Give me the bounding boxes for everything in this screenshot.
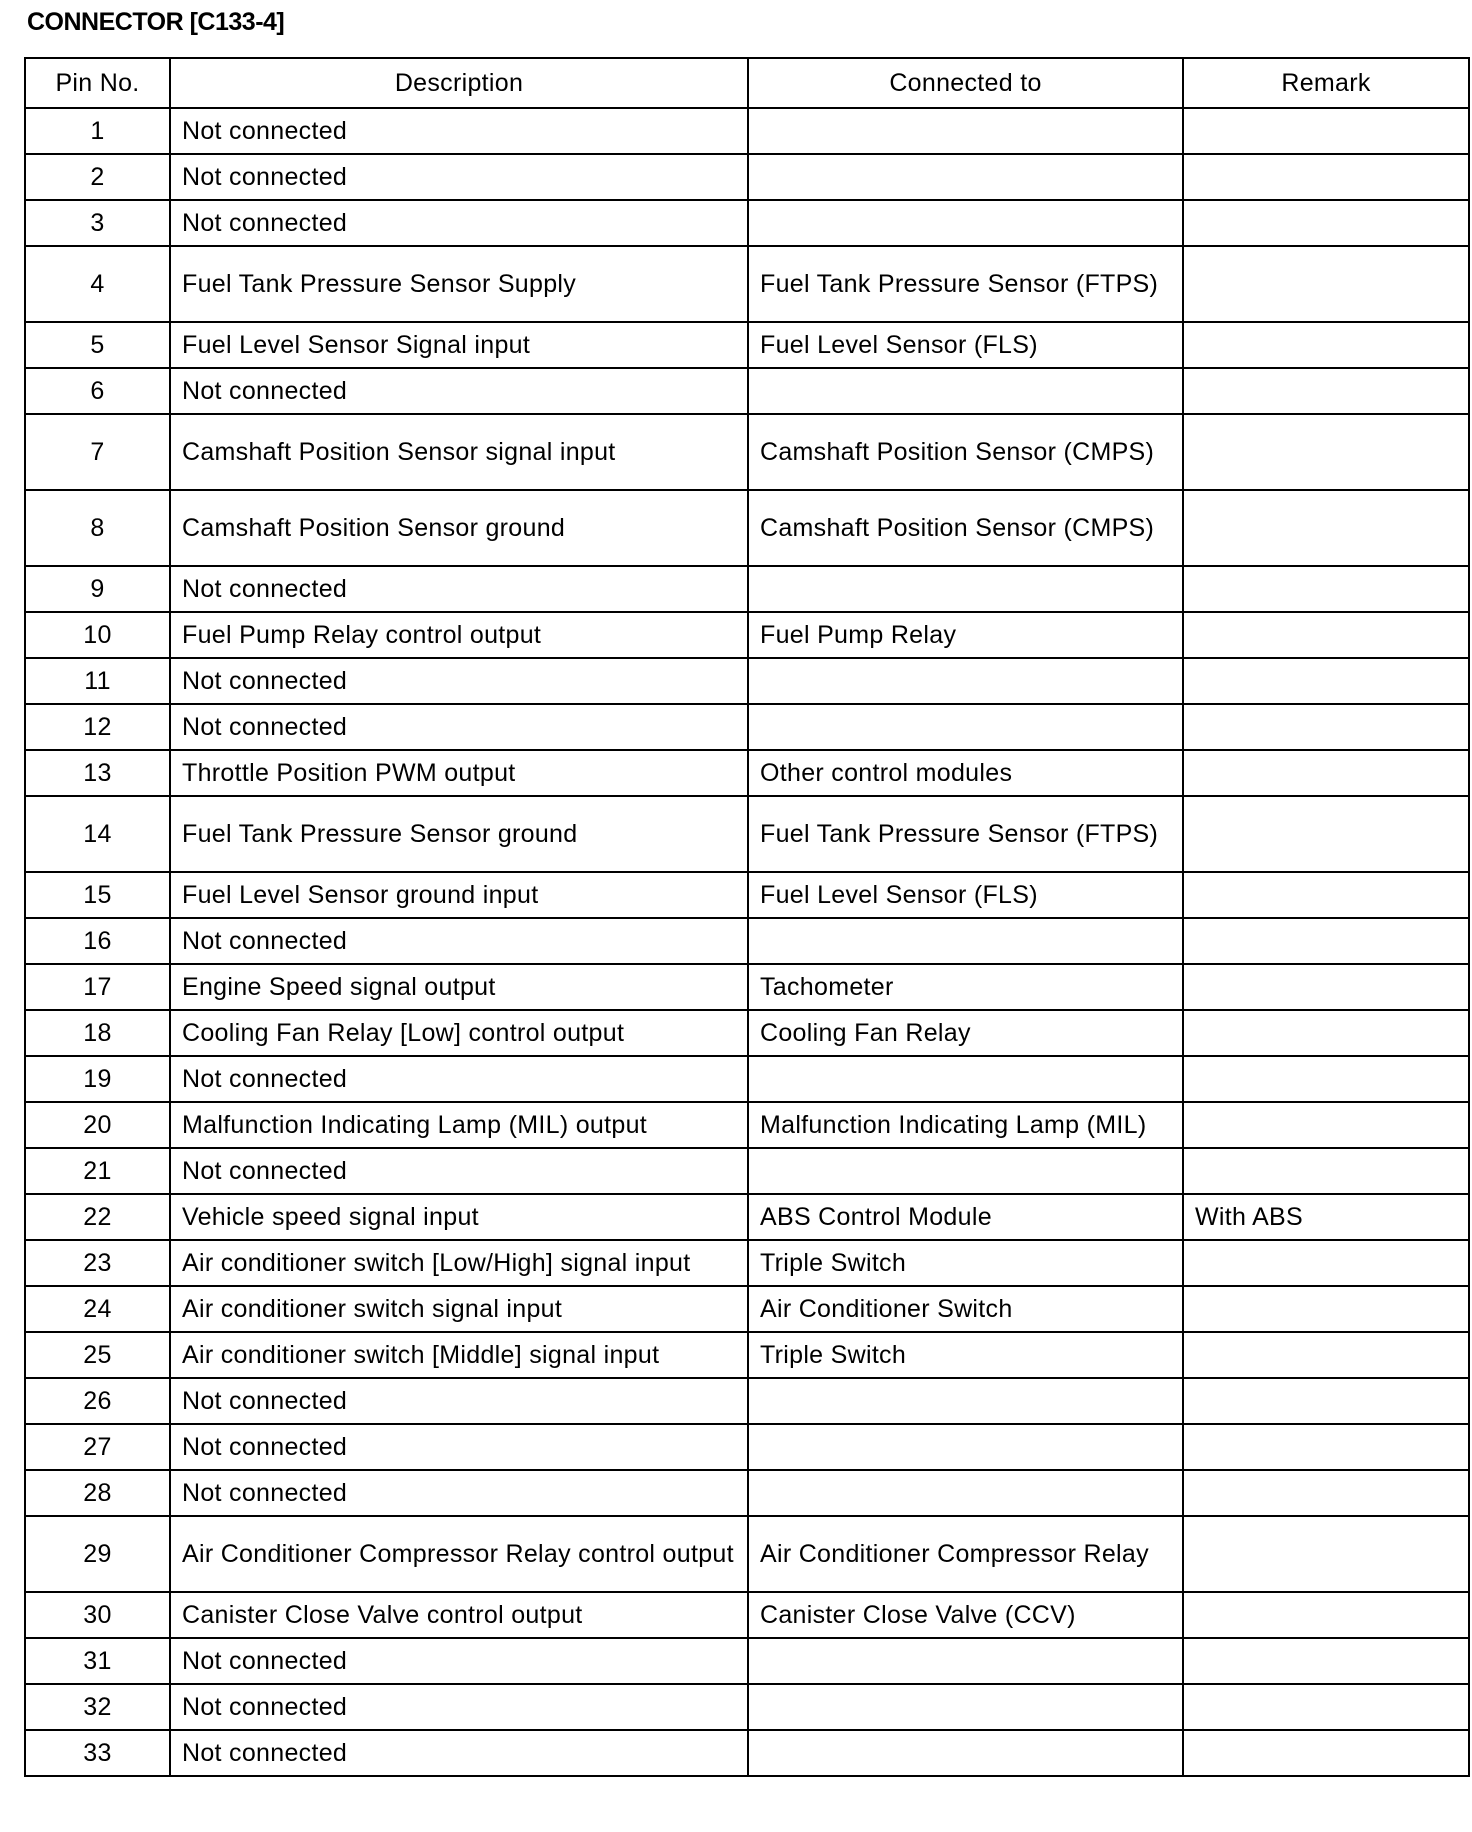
header-row (25, 58, 1469, 108)
description-cell: Malfunction Indicating Lamp (MIL) output (170, 1102, 748, 1148)
description-cell: Throttle Position PWM output (170, 750, 748, 796)
connected-to-cell: Air Conditioner Compressor Relay (748, 1516, 1183, 1592)
pin-cell: 17 (25, 964, 170, 1010)
pin-cell: 4 (25, 246, 170, 322)
pin-cell: 15 (25, 872, 170, 918)
connector-pin-table (24, 57, 1470, 1777)
table-row (25, 918, 1469, 964)
connected-to-cell (748, 918, 1183, 964)
description-cell: Air conditioner switch [Middle] signal input (170, 1332, 748, 1378)
connector-title: CONNECTOR [C133-4] (27, 8, 285, 36)
description-cell: Not connected (170, 1684, 748, 1730)
table-row (25, 108, 1469, 154)
description-cell: Not connected (170, 1638, 748, 1684)
pin-cell: 16 (25, 918, 170, 964)
table-row (25, 796, 1469, 872)
table-row (25, 566, 1469, 612)
connected-to-cell (748, 1730, 1183, 1776)
table-row (25, 1378, 1469, 1424)
table-row (25, 1194, 1469, 1240)
description-cell: Air Conditioner Compressor Relay control output (170, 1516, 748, 1592)
remark-cell (1183, 750, 1469, 796)
pin-cell: 27 (25, 1424, 170, 1470)
connected-to-cell (748, 154, 1183, 200)
remark-cell (1183, 1102, 1469, 1148)
description-cell: Not connected (170, 1424, 748, 1470)
pin-cell: 10 (25, 612, 170, 658)
remark-cell (1183, 612, 1469, 658)
pin-cell: 11 (25, 658, 170, 704)
connected-to-cell (748, 200, 1183, 246)
description-cell: Air conditioner switch signal input (170, 1286, 748, 1332)
table-row (25, 1102, 1469, 1148)
description-cell: Fuel Tank Pressure Sensor ground (170, 796, 748, 872)
remark-cell: With ABS (1183, 1194, 1469, 1240)
pin-cell: 28 (25, 1470, 170, 1516)
description-cell: Not connected (170, 918, 748, 964)
table-row (25, 872, 1469, 918)
connected-to-cell (748, 108, 1183, 154)
pin-cell: 26 (25, 1378, 170, 1424)
table-body (25, 108, 1469, 1776)
description-cell: Not connected (170, 658, 748, 704)
connected-to-cell: Fuel Pump Relay (748, 612, 1183, 658)
remark-cell (1183, 1332, 1469, 1378)
table-row (25, 1684, 1469, 1730)
connected-to-cell (748, 1684, 1183, 1730)
description-cell: Fuel Pump Relay control output (170, 612, 748, 658)
pin-cell: 14 (25, 796, 170, 872)
connected-to-cell: Camshaft Position Sensor (CMPS) (748, 490, 1183, 566)
pin-cell: 23 (25, 1240, 170, 1286)
description-cell: Engine Speed signal output (170, 964, 748, 1010)
table-row (25, 322, 1469, 368)
remark-cell (1183, 108, 1469, 154)
table-row (25, 1592, 1469, 1638)
table-row (25, 704, 1469, 750)
table-row (25, 1730, 1469, 1776)
connected-to-cell (748, 1056, 1183, 1102)
description-cell: Cooling Fan Relay [Low] control output (170, 1010, 748, 1056)
connected-to-cell (748, 704, 1183, 750)
remark-cell (1183, 1148, 1469, 1194)
description-cell: Not connected (170, 566, 748, 612)
remark-cell (1183, 368, 1469, 414)
table-row (25, 658, 1469, 704)
pin-cell: 6 (25, 368, 170, 414)
header-remark: Remark (1183, 58, 1469, 108)
remark-cell (1183, 918, 1469, 964)
header-description: Description (170, 58, 748, 108)
description-cell: Not connected (170, 368, 748, 414)
remark-cell (1183, 490, 1469, 566)
description-cell: Not connected (170, 108, 748, 154)
remark-cell (1183, 1684, 1469, 1730)
table-row (25, 200, 1469, 246)
remark-cell (1183, 566, 1469, 612)
connected-to-cell: Fuel Level Sensor (FLS) (748, 872, 1183, 918)
remark-cell (1183, 1592, 1469, 1638)
table-row (25, 1148, 1469, 1194)
table-row (25, 246, 1469, 322)
connected-to-cell: Other control modules (748, 750, 1183, 796)
pin-cell: 7 (25, 414, 170, 490)
header-connected-to: Connected to (748, 58, 1183, 108)
connected-to-cell (748, 1638, 1183, 1684)
pin-cell: 21 (25, 1148, 170, 1194)
table-row (25, 750, 1469, 796)
connected-to-cell: Triple Switch (748, 1332, 1183, 1378)
table-row (25, 1516, 1469, 1592)
description-cell: Not connected (170, 1730, 748, 1776)
table-row (25, 964, 1469, 1010)
description-cell: Canister Close Valve control output (170, 1592, 748, 1638)
table-row (25, 1056, 1469, 1102)
connected-to-cell (748, 1424, 1183, 1470)
remark-cell (1183, 200, 1469, 246)
pin-cell: 33 (25, 1730, 170, 1776)
pin-cell: 3 (25, 200, 170, 246)
connected-to-cell (748, 1378, 1183, 1424)
pin-cell: 24 (25, 1286, 170, 1332)
connected-to-cell: Fuel Tank Pressure Sensor (FTPS) (748, 796, 1183, 872)
remark-cell (1183, 154, 1469, 200)
pin-cell: 1 (25, 108, 170, 154)
description-cell: Camshaft Position Sensor ground (170, 490, 748, 566)
remark-cell (1183, 704, 1469, 750)
table-row (25, 1010, 1469, 1056)
remark-cell (1183, 1240, 1469, 1286)
remark-cell (1183, 964, 1469, 1010)
table-row (25, 1470, 1469, 1516)
remark-cell (1183, 1730, 1469, 1776)
pin-cell: 2 (25, 154, 170, 200)
remark-cell (1183, 414, 1469, 490)
pin-cell: 25 (25, 1332, 170, 1378)
connected-to-cell: Triple Switch (748, 1240, 1183, 1286)
description-cell: Fuel Tank Pressure Sensor Supply (170, 246, 748, 322)
connected-to-cell: Air Conditioner Switch (748, 1286, 1183, 1332)
description-cell: Camshaft Position Sensor signal input (170, 414, 748, 490)
remark-cell (1183, 1516, 1469, 1592)
table-row (25, 612, 1469, 658)
remark-cell (1183, 1424, 1469, 1470)
remark-cell (1183, 658, 1469, 704)
description-cell: Not connected (170, 154, 748, 200)
remark-cell (1183, 1470, 1469, 1516)
pin-cell: 12 (25, 704, 170, 750)
pin-cell: 31 (25, 1638, 170, 1684)
remark-cell (1183, 1010, 1469, 1056)
table-row (25, 368, 1469, 414)
connected-to-cell: Malfunction Indicating Lamp (MIL) (748, 1102, 1183, 1148)
connected-to-cell (748, 1148, 1183, 1194)
connected-to-cell (748, 368, 1183, 414)
remark-cell (1183, 872, 1469, 918)
pin-cell: 13 (25, 750, 170, 796)
description-cell: Air conditioner switch [Low/High] signal input (170, 1240, 748, 1286)
table-row (25, 1240, 1469, 1286)
header-pin-no: Pin No. (25, 58, 170, 108)
pin-cell: 9 (25, 566, 170, 612)
connected-to-cell (748, 566, 1183, 612)
remark-cell (1183, 1638, 1469, 1684)
pin-cell: 30 (25, 1592, 170, 1638)
remark-cell (1183, 1056, 1469, 1102)
connected-to-cell: Fuel Level Sensor (FLS) (748, 322, 1183, 368)
connected-to-cell: Camshaft Position Sensor (CMPS) (748, 414, 1183, 490)
remark-cell (1183, 1378, 1469, 1424)
remark-cell (1183, 322, 1469, 368)
pin-cell: 19 (25, 1056, 170, 1102)
table-row (25, 490, 1469, 566)
pin-cell: 5 (25, 322, 170, 368)
description-cell: Fuel Level Sensor Signal input (170, 322, 748, 368)
pin-cell: 20 (25, 1102, 170, 1148)
connected-to-cell: Fuel Tank Pressure Sensor (FTPS) (748, 246, 1183, 322)
description-cell: Vehicle speed signal input (170, 1194, 748, 1240)
connected-to-cell: Canister Close Valve (CCV) (748, 1592, 1183, 1638)
description-cell: Not connected (170, 1470, 748, 1516)
pin-cell: 8 (25, 490, 170, 566)
table-row (25, 1638, 1469, 1684)
remark-cell (1183, 246, 1469, 322)
pin-cell: 32 (25, 1684, 170, 1730)
description-cell: Fuel Level Sensor ground input (170, 872, 748, 918)
description-cell: Not connected (170, 704, 748, 750)
connected-to-cell: Cooling Fan Relay (748, 1010, 1183, 1056)
table-row (25, 1332, 1469, 1378)
remark-cell (1183, 1286, 1469, 1332)
table-row (25, 1424, 1469, 1470)
connected-to-cell: Tachometer (748, 964, 1183, 1010)
description-cell: Not connected (170, 1148, 748, 1194)
description-cell: Not connected (170, 1378, 748, 1424)
description-cell: Not connected (170, 200, 748, 246)
description-cell: Not connected (170, 1056, 748, 1102)
table-row (25, 414, 1469, 490)
remark-cell (1183, 796, 1469, 872)
table-row (25, 1286, 1469, 1332)
connected-to-cell: ABS Control Module (748, 1194, 1183, 1240)
pin-cell: 22 (25, 1194, 170, 1240)
pin-cell: 29 (25, 1516, 170, 1592)
pin-cell: 18 (25, 1010, 170, 1056)
connected-to-cell (748, 658, 1183, 704)
connected-to-cell (748, 1470, 1183, 1516)
table-row (25, 154, 1469, 200)
